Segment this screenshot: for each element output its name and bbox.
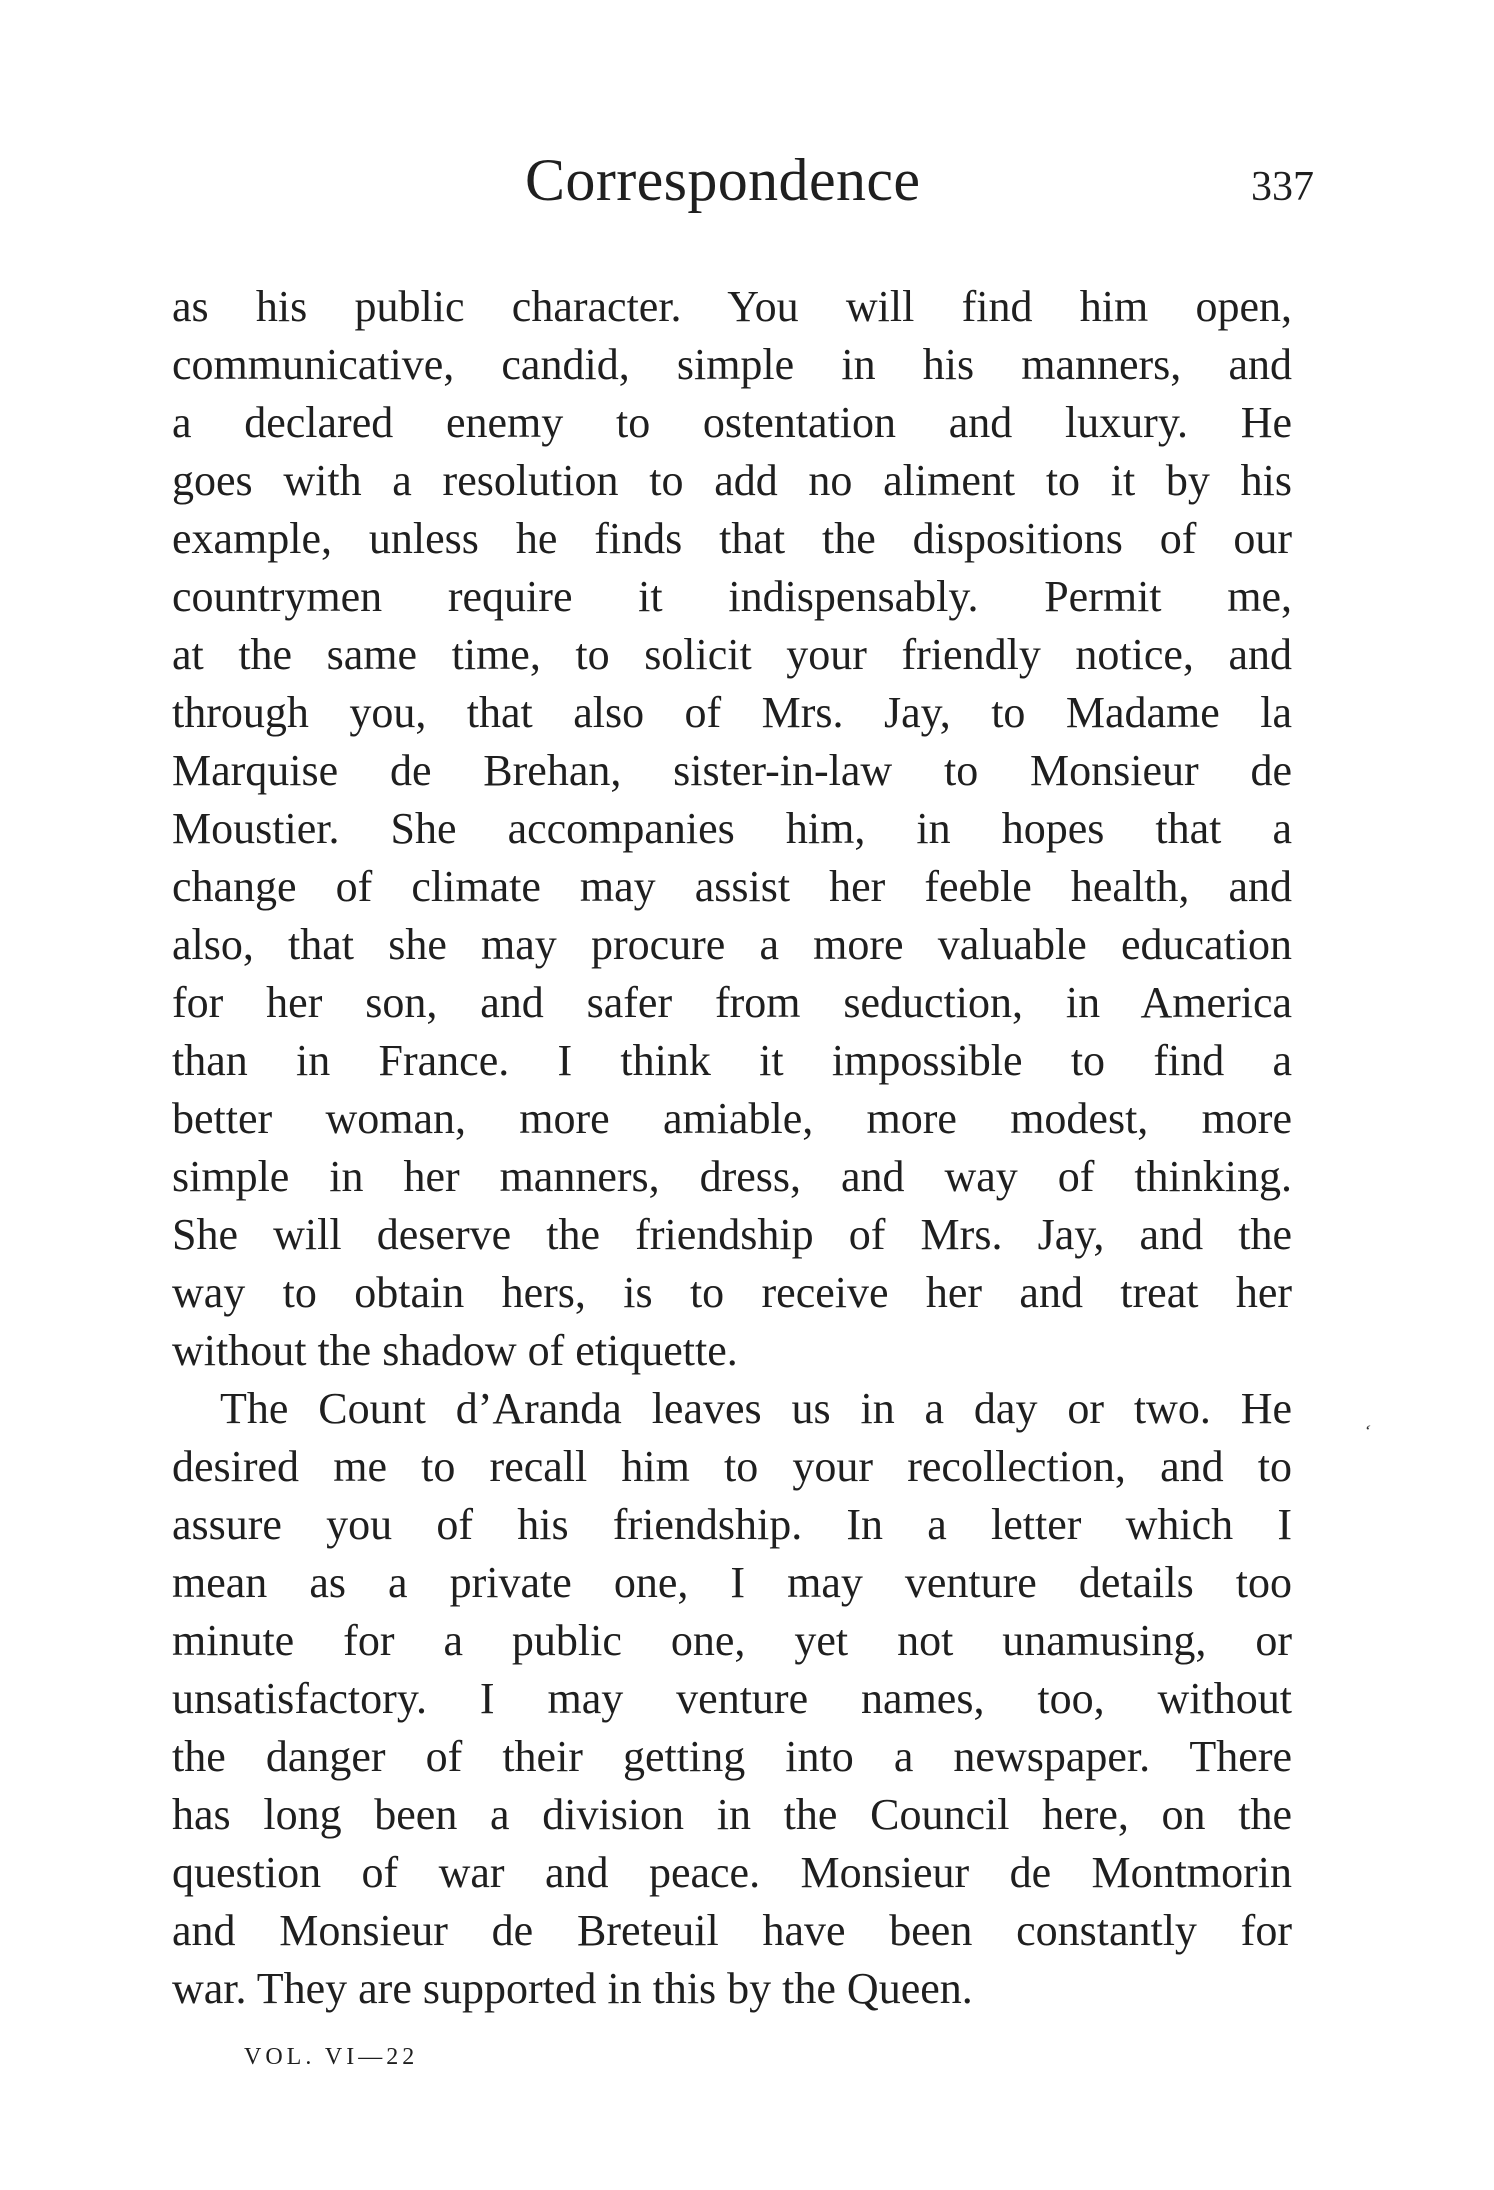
text-line: assure you of his friendship. In a letter which I [172, 1500, 1292, 1549]
text-line: The Count d’Aranda leaves us in a day or two. He [220, 1384, 1292, 1433]
text-line: example, unless he finds that the dispositions of our [172, 514, 1292, 563]
text-line: better woman, more amiable, more modest, more [172, 1094, 1292, 1143]
text-line: than in France. I think it impossible to find a [172, 1036, 1292, 1085]
text-line: for her son, and safer from seduction, in America [172, 978, 1292, 1027]
page-title: Correspondence [525, 147, 921, 213]
text-line: change of climate may assist her feeble health, and [172, 862, 1292, 911]
text-line: through you, that also of Mrs. Jay, to Madame la [172, 688, 1292, 737]
text-line: war. They are supported in this by the Queen. [172, 1964, 973, 2013]
text-line: Marquise de Brehan, sister-in-law to Monsieur de [172, 746, 1292, 795]
text-line: minute for a public one, yet not unamusing, or [172, 1616, 1292, 1665]
text-line: communicative, candid, simple in his manners, and [172, 340, 1292, 389]
text-line: without the shadow of etiquette. [172, 1326, 738, 1375]
text-line: countrymen require it indispensably. Permit me, [172, 572, 1292, 621]
text-line: mean as a private one, I may venture details too [172, 1558, 1292, 1607]
text-line: Moustier. She accompanies him, in hopes that a [172, 804, 1292, 853]
text-line: unsatisfactory. I may venture names, too, without [172, 1674, 1292, 1723]
page-body [172, 278, 1292, 2018]
text-line: goes with a resolution to add no aliment to it by his [172, 456, 1292, 505]
marginal-mark: ʻ [1361, 1420, 1373, 1442]
text-line: as his public character. You will find him open, [172, 282, 1292, 331]
text-line: simple in her manners, dress, and way of thinking. [172, 1152, 1292, 1201]
text-line: a declared enemy to ostentation and luxury. He [172, 398, 1292, 447]
text-line: She will deserve the friendship of Mrs. Jay, and the [172, 1210, 1292, 1259]
text-line: and Monsieur de Breteuil have been constantly for [172, 1906, 1292, 1955]
text-line: way to obtain hers, is to receive her and treat her [172, 1268, 1292, 1317]
text-line: at the same time, to solicit your friendly notice, and [172, 630, 1292, 679]
text-line: the danger of their getting into a newspaper. There [172, 1732, 1292, 1781]
text-line: question of war and peace. Monsieur de Montmorin [172, 1848, 1292, 1897]
signature-mark: VOL. VI—22 [244, 2044, 419, 2070]
text-line: has long been a division in the Council here, on the [172, 1790, 1292, 1839]
page-number: 337 [1251, 164, 1314, 210]
text-line: also, that she may procure a more valuable education [172, 920, 1292, 969]
text-line: desired me to recall him to your recollection, and to [172, 1442, 1292, 1491]
